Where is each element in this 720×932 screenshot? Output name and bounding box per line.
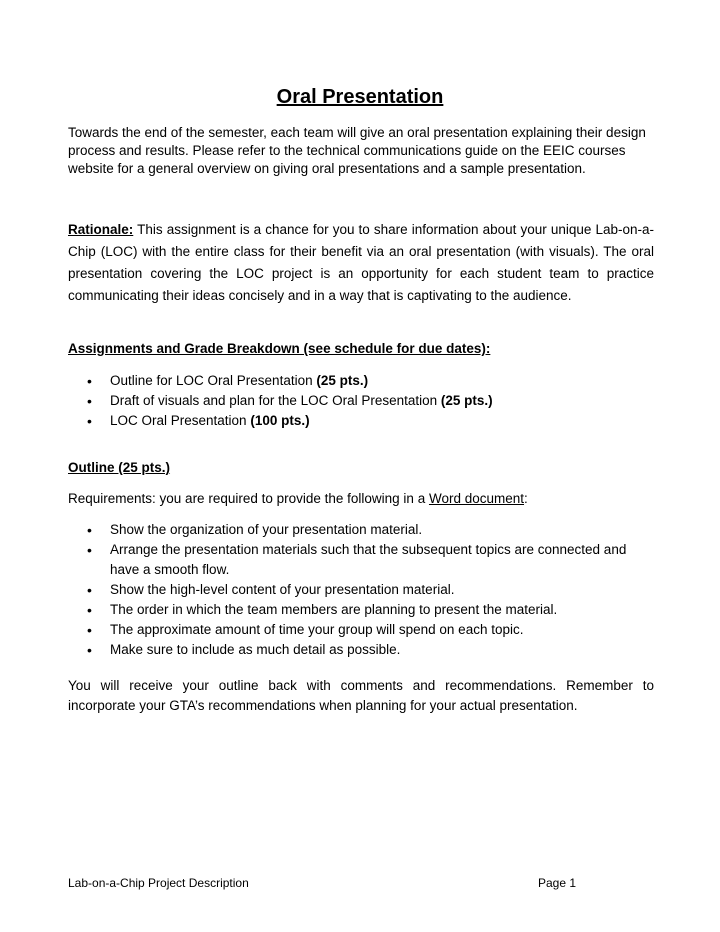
outline-requirements-list	[68, 520, 654, 660]
outline-heading: Outline (25 pts.)	[68, 460, 171, 475]
requirements-prefix: Requirements: you are required to provide the following in a	[68, 491, 429, 506]
list-item: • Arrange the presentation materials such that the subsequent topics are connected and have a smooth flow.	[68, 540, 654, 580]
list-item: • Show the high-level content of your presentation material.	[68, 580, 654, 600]
list-item-points: (25 pts.)	[440, 393, 493, 408]
list-item: • Show the organization of your presentation material.	[68, 520, 654, 540]
requirements-suffix: :	[524, 491, 528, 506]
word-document-text: Word document	[428, 491, 525, 506]
rationale-label: Rationale:	[68, 222, 134, 237]
requirements-line	[68, 490, 654, 508]
rationale-text: This assignment is a chance for you to share information about your unique Lab-on-a-Chip (LOC) with the entire class for their benefit via an oral presentation (with visuals). The oral presentation covering the LOC project is an opportunity for each student team to practice communicating their ideas concisely and in a way that is captivating to the audience.	[68, 222, 654, 303]
page-number: Page 1	[538, 876, 577, 890]
list-item-text: LOC Oral Presentation	[110, 413, 251, 428]
rationale-paragraph	[68, 219, 654, 307]
list-item: • Make sure to include as much detail as possible.	[68, 640, 654, 660]
assignments-heading: Assignments and Grade Breakdown (see schedule for due dates):	[68, 341, 491, 356]
page-title: Oral Presentation	[276, 86, 444, 108]
list-item-text: Draft of visuals and plan for the LOC Oral Presentation	[110, 393, 441, 408]
assignments-list	[68, 371, 654, 431]
footer-title: Lab-on-a-Chip Project Description	[68, 876, 249, 890]
list-item-points: (25 pts.)	[316, 373, 369, 388]
list-item	[68, 391, 654, 411]
list-item-points: (100 pts.)	[250, 413, 310, 428]
list-item	[68, 371, 654, 391]
intro-paragraph: Towards the end of the semester, each team will give an oral presentation explaining their design process and results. Please refer to the technical communications guide on the EEIC courses website for a general overview on giving oral presentations and a sample presentation.	[68, 125, 646, 176]
list-item-text: Outline for LOC Oral Presentation	[110, 373, 317, 388]
list-item: • The approximate amount of time your group will spend on each topic.	[68, 620, 654, 640]
list-item	[68, 411, 654, 431]
list-item: • The order in which the team members are planning to present the material.	[68, 600, 654, 620]
closing-paragraph: You will receive your outline back with comments and recommendations. Remember to incorporate your GTA’s recommendations when planning for your actual presentation.	[68, 678, 654, 713]
